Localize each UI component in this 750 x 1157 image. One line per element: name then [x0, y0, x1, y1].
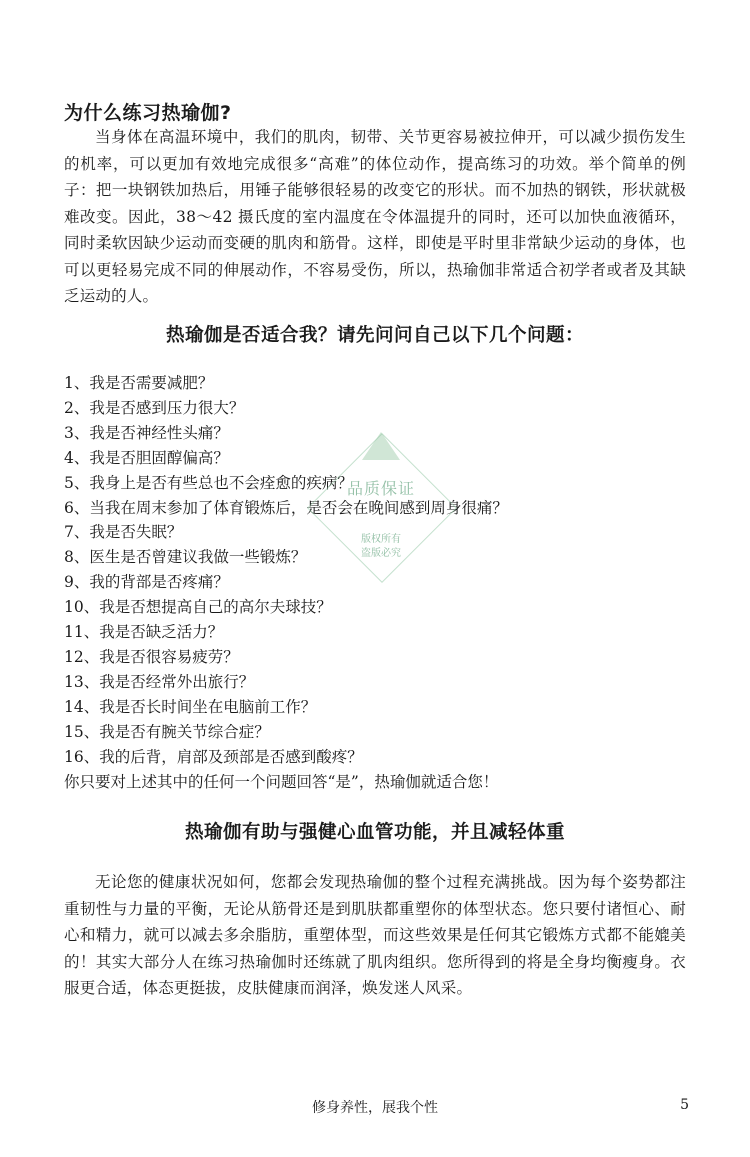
footer-slogan: 修身养性，展我个性 [312, 1100, 438, 1116]
list-item: 7、我是否失眠？ [64, 523, 183, 542]
section3-heading: 热瑜伽有助与强健心血管功能，并且减轻体重 [184, 822, 565, 843]
watermark-copyright-text: 版权所有 [361, 534, 401, 545]
list-item: 15、我是否有腕关节综合症？ [64, 722, 270, 741]
list-item: 14、我是否长时间坐在电脑前工作？ [64, 697, 317, 716]
list-item: 10、我是否想提高自己的高尔夫球技？ [64, 598, 332, 617]
list-item: 2、我是否感到压力很大？ [64, 398, 245, 417]
page-number: 5 [680, 1097, 689, 1113]
questions-conclusion: 你只要对上述其中的任何一个问题回答“是”，热瑜伽就适合您！ [64, 773, 499, 791]
list-item: 1、我是否需要减肥？ [64, 374, 214, 392]
watermark-main-text: 品质保证 [346, 479, 415, 498]
watermark-piracy-text: 盗版必究 [361, 548, 401, 559]
question-list [64, 371, 704, 770]
list-item: 16、我的后背，肩部及颈部是否感到酸疼？ [64, 747, 363, 766]
list-item: 13、我是否经常外出旅行？ [64, 672, 255, 691]
section3-paragraph: 无论您的健康状况如何，您都会发现热瑜伽的整个过程充满挑战。因为每个姿势都注重韧性与力量的平衡，无论从筋骨还是到肌肤都重塑你的体型状态。您只要付诸恒心、耐心和精力，就可以减去多余脂肪，重塑体型，而这些效果是任何其它锻炼方式都不能媲美的！其实大部分人在练习热瑜伽时还练就了肌肉组织。您所得到的将是全身均衡瘦身。衣服更合适，体态更挺拔，皮肤健康而润泽，焕发迷人风采。 [64, 873, 686, 997]
list-item: 6、当我在周末参加了体育锻炼后，是否会在晚间感到周身很痛？ [64, 498, 508, 517]
list-item: 9、我的背部是否疼痛？ [64, 573, 229, 592]
list-item: 5、我身上是否有些总也不会痊愈的疾病？ [64, 473, 353, 492]
list-item: 11、我是否缺乏活力？ [64, 623, 224, 642]
list-item: 8、医生是否曾建议我做一些锻炼？ [64, 548, 307, 567]
section1-paragraph: 当身体在高温环境中，我们的肌肉，韧带、关节更容易被拉伸开，可以减少损伤发生的机率，可以更加有效地完成很多“高难”的体位动作，提高练习的功效。举个简单的例子：把一块钢铁加热后，用锤子能够很轻易的改变它的形状。而不加热的钢铁，形状就极难改变。因此，38～42 摄氏度的室内温度在令体温提升的同时，还可以加快血液循环，同时柔软因缺少运动而变硬的肌肉和筋骨。这样，即使是平时里非常缺少运动的身体，也可以更轻易完成不同的伸展动作，不容易受伤，所以，热瑜伽非常适合初学者或者及其缺乏运动的人。 [64, 128, 686, 305]
section2-heading: 热瑜伽是否适合我？请先问问自己以下几个问题： [165, 325, 584, 346]
list-item: 3、我是否神经性头痛？ [64, 423, 229, 442]
section-title-why-hot-yoga: 为什么练习热瑜伽? [64, 102, 232, 124]
list-item: 12、我是否很容易疲劳？ [64, 647, 239, 666]
list-item: 4、我是否胆固醇偏高？ [64, 448, 229, 467]
